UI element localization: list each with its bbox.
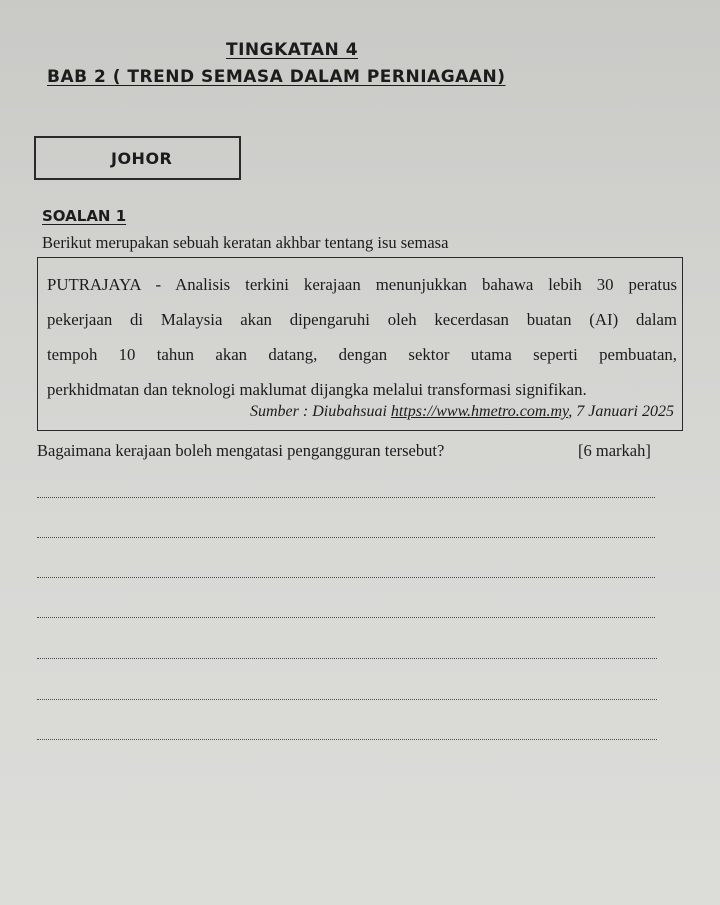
- excerpt-line: tempoh 10 tahun akan datang, dengan sektor utama seperti pembuatan,: [47, 345, 677, 364]
- excerpt-line: pekerjaan di Malaysia akan dipengaruhi oleh kecerdasan buatan (AI) dalam: [47, 310, 677, 329]
- state-label: JOHOR: [111, 149, 173, 168]
- answer-line[interactable]: [37, 577, 655, 578]
- source-url: https://www.hmetro.com.my: [390, 403, 569, 420]
- answer-line[interactable]: [37, 537, 655, 538]
- answer-line[interactable]: [37, 739, 657, 740]
- answer-line[interactable]: [37, 699, 657, 700]
- source-date: , 7 Januari 2025: [568, 403, 674, 420]
- form-level-heading: TINGKATAN 4: [226, 40, 359, 60]
- question-intro: Berikut merupakan sebuah keratan akhbar tentang isu semasa: [42, 233, 449, 252]
- source-prefix: Sumber : Diubahsuai: [250, 403, 391, 420]
- news-excerpt-text: [47, 267, 677, 407]
- answer-line[interactable]: [37, 617, 655, 618]
- state-label-box: [34, 136, 241, 180]
- excerpt-line: perkhidmatan dan teknologi maklumat dijangka melalui transformasi signifikan.: [47, 380, 587, 399]
- excerpt-line: PUTRAJAYA - Analisis terkini kerajaan menunjukkan bahawa lebih 30 peratus: [47, 275, 677, 294]
- question-number: SOALAN 1: [42, 207, 127, 225]
- question-text: Bagaimana kerajaan boleh mengatasi pengangguran tersebut?: [37, 441, 445, 460]
- answer-line[interactable]: [37, 658, 657, 659]
- news-excerpt-box: [37, 257, 683, 431]
- excerpt-source: [250, 403, 674, 421]
- marks-label: [6 markah]: [578, 441, 651, 460]
- answer-line[interactable]: [37, 497, 655, 498]
- chapter-heading: BAB 2 ( TREND SEMASA DALAM PERNIAGAAN): [47, 67, 506, 87]
